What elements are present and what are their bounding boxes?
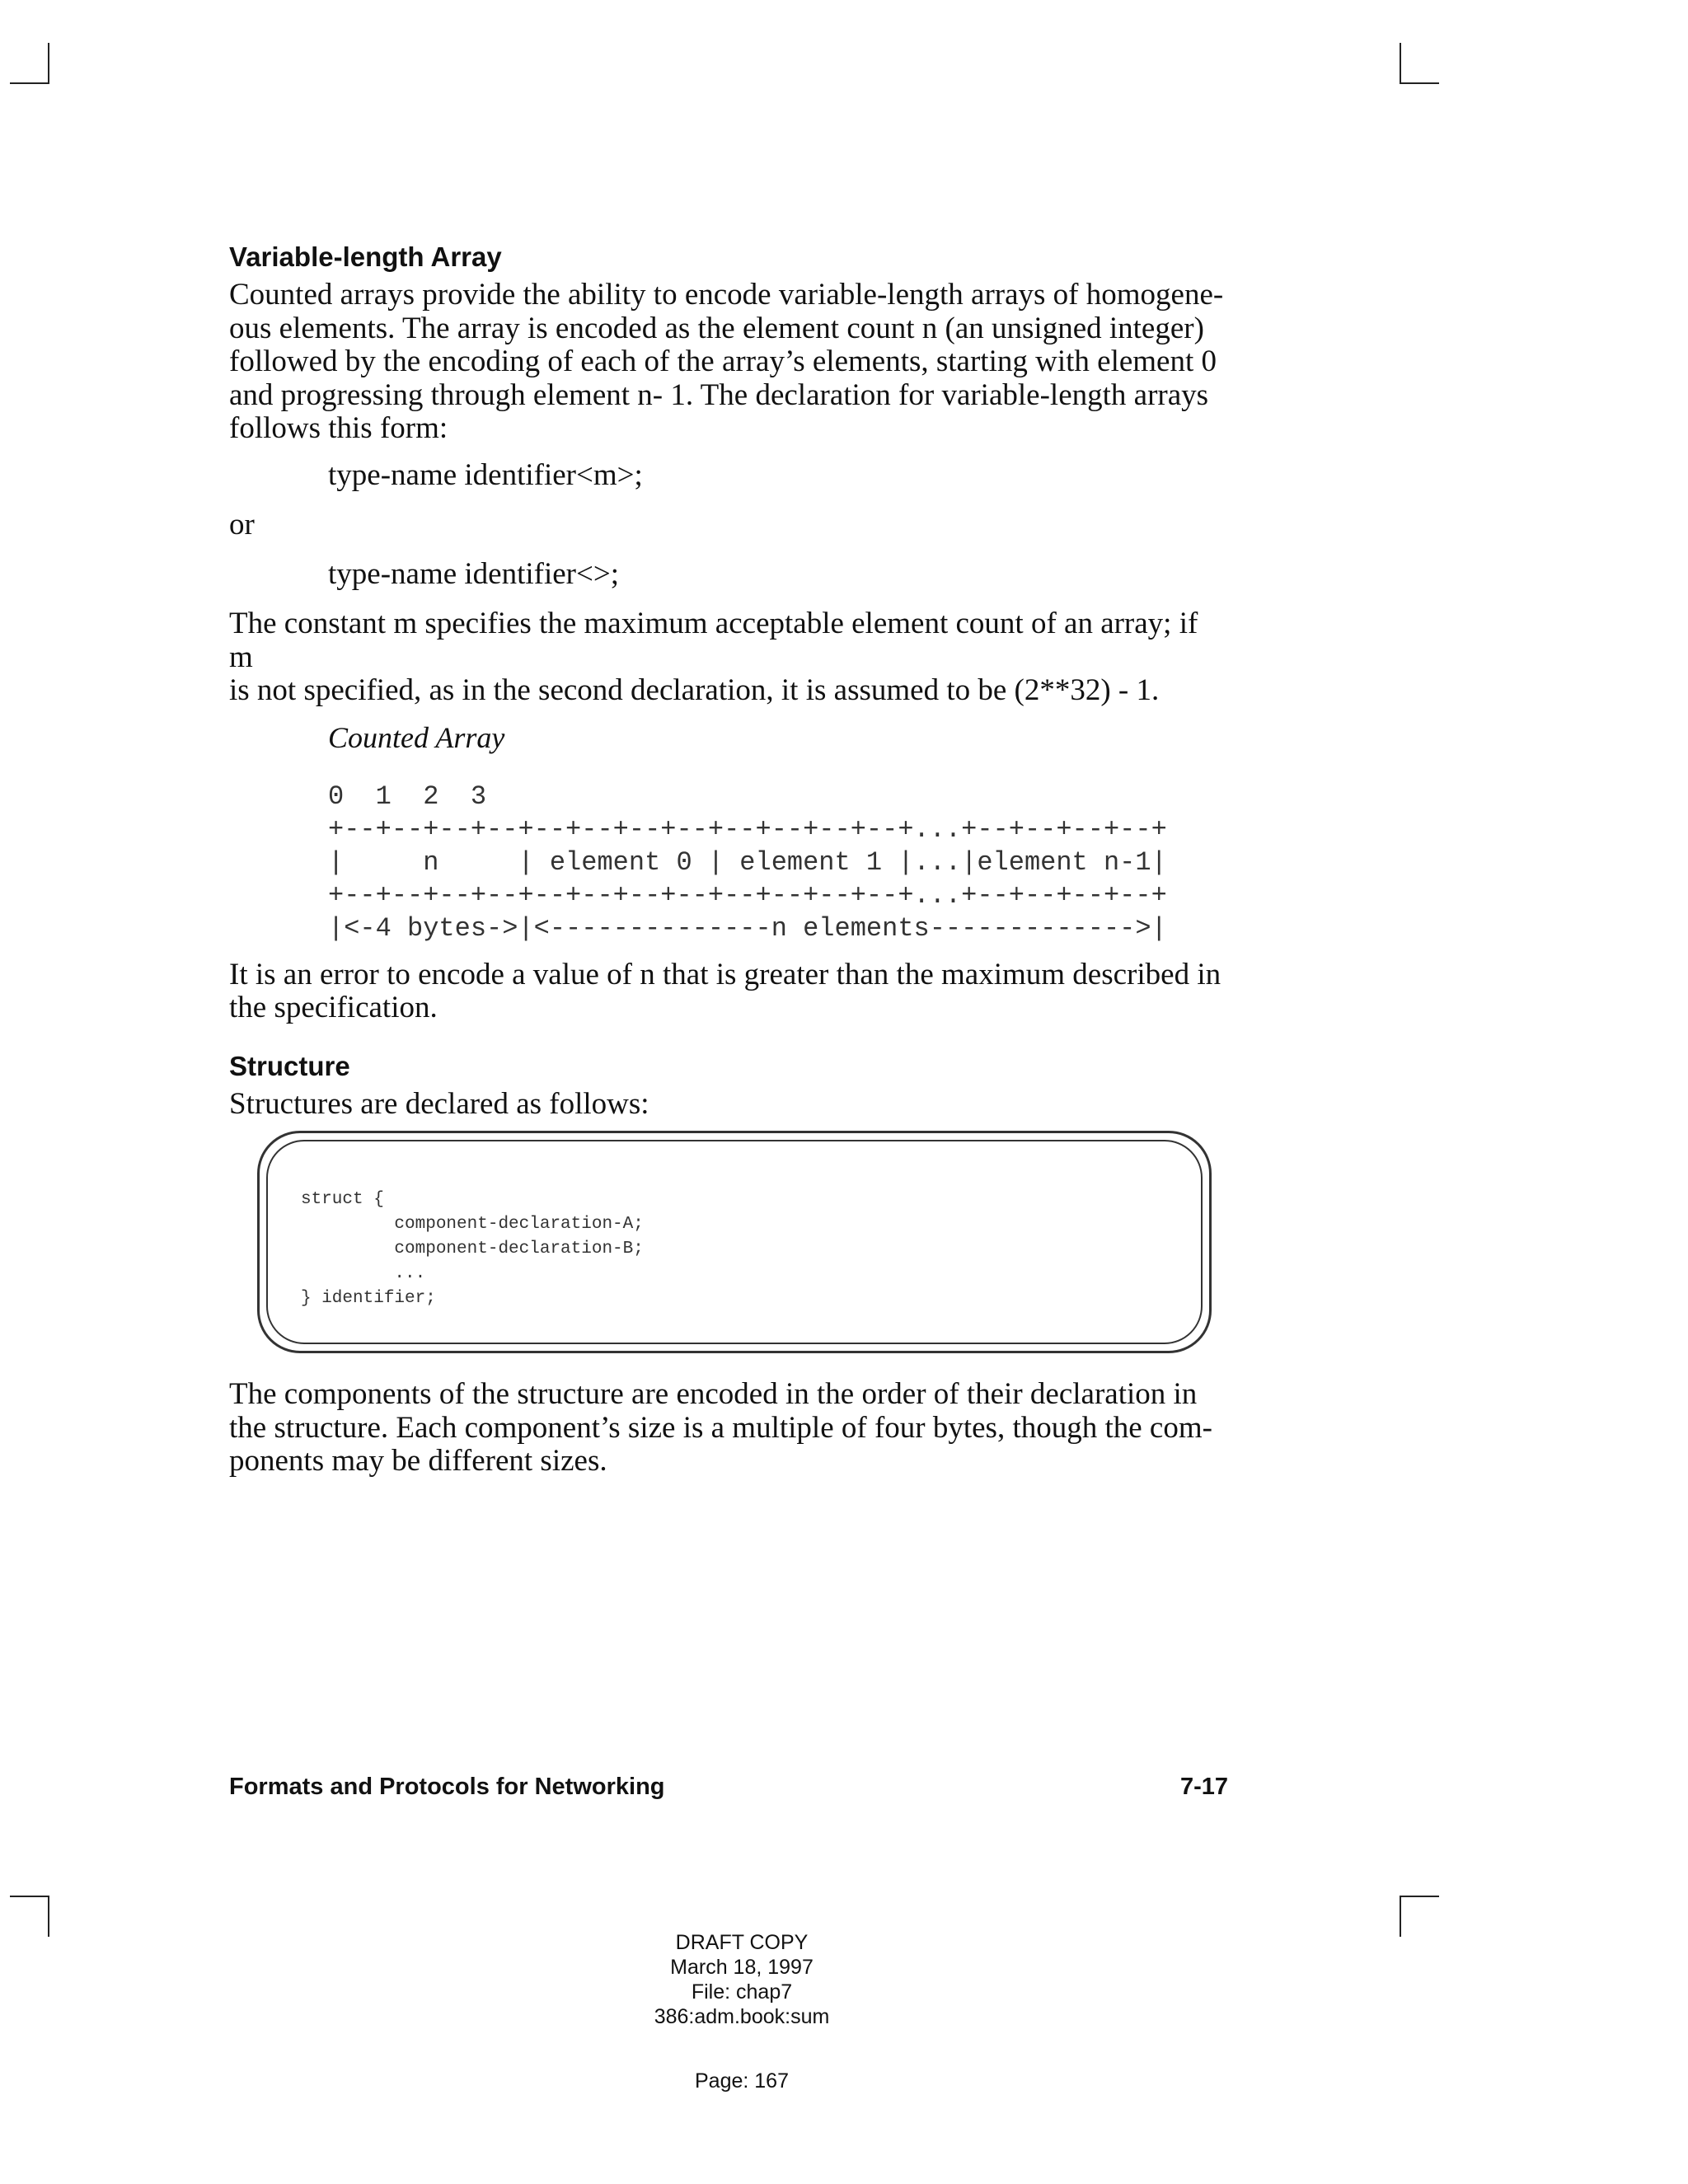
section-heading-variable-length-array: Variable-length Array [229, 241, 502, 272]
paragraph-counted-arrays: Counted arrays provide the ability to encode variable-length arrays of homogene- ous elements. The array is encoded as the element count n (an unsigned integer) followed by the encoding of each of the array’s elements, starting with element 0 and progressing through element n- 1. The declaration for variable-length arrays follows this form: [229, 278, 1224, 445]
struct-code-listing: struct { component-declaration-A; component-declaration-B; ... } identifier; [301, 1190, 644, 1308]
diagram-size-row: |<-4 bytes->|<--------------n elements------------->| [328, 912, 1167, 944]
paragraph-constant-m: The constant m specifies the maximum acceptable element count of an array; if m is not specified, as in the second declaration, it is assumed to be (2**32) - 1. [229, 607, 1198, 707]
diagram-byte-index-row: 0 1 2 3 [328, 780, 487, 812]
draft-date: March 18, 1997 [670, 1956, 814, 1979]
crop-mark-top-right-h [1400, 82, 1439, 84]
crop-mark-bottom-left-v [48, 1896, 49, 1937]
crop-mark-top-left-h [10, 82, 49, 84]
crop-mark-bottom-left-h [10, 1896, 49, 1897]
counted-array-diagram [229, 780, 1226, 945]
paragraph-structures-declared: Structures are declared as follows: [229, 1086, 649, 1121]
draft-page-count: Page: 167 [695, 2069, 789, 2093]
footer-page-number: 7-17 [1180, 1774, 1229, 1800]
crop-mark-top-right-v [1400, 43, 1401, 84]
or-text: or [229, 507, 255, 541]
diagram-content-row: | n | element 0 | element 1 |...|element n-1| [328, 846, 1167, 878]
draft-copy-label: DRAFT COPY [675, 1931, 809, 1954]
page-body [229, 241, 1226, 1121]
paragraph-components-encoded: The components of the structure are encoded in the order of their declaration in the structure. Each component’s size is a multiple of four bytes, though the com- ponents may be different sizes. [229, 1377, 1212, 1478]
section-heading-structure: Structure [229, 1050, 350, 1081]
structure-explanation [229, 1378, 1226, 1479]
crop-mark-bottom-right-v [1400, 1896, 1401, 1937]
code-example-box [257, 1131, 1212, 1353]
declaration-bounded: type-name identifier<m>; [328, 457, 643, 492]
declaration-unbounded: type-name identifier<>; [328, 557, 620, 591]
draft-stamp [577, 1930, 907, 2029]
paragraph-encode-error: It is an error to encode a value of n that is greater than the maximum described in the specification. [229, 957, 1221, 1024]
crop-mark-top-left-v [48, 43, 49, 84]
draft-file: File: chap7 [691, 1980, 793, 2004]
diagram-border-row: +--+--+--+--+--+--+--+--+--+--+--+--+...+--+--+--+--+ [328, 879, 1167, 911]
draft-book-path: 386:adm.book:sum [654, 2005, 830, 2028]
footer-book-title: Formats and Protocols for Networking [229, 1774, 665, 1800]
diagram-border-row: +--+--+--+--+--+--+--+--+--+--+--+--+...+--+--+--+--+ [328, 813, 1167, 845]
crop-mark-bottom-right-h [1400, 1896, 1439, 1897]
figure-caption: Counted Array [328, 720, 505, 754]
